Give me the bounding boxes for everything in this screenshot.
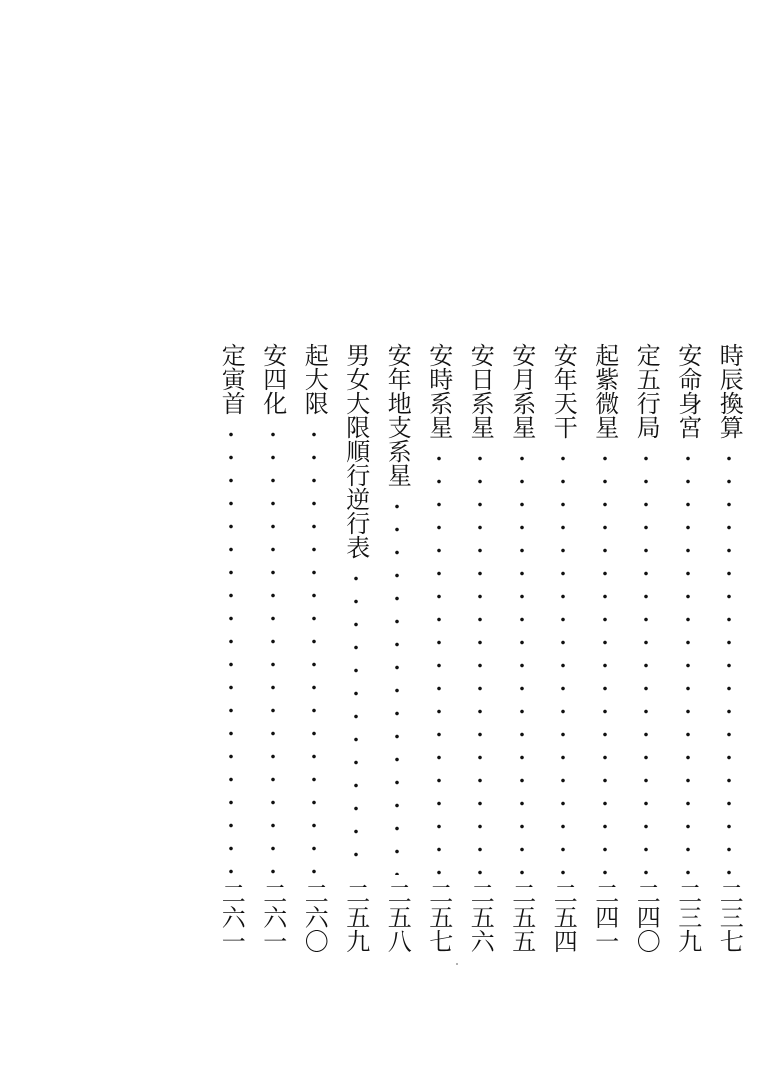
toc-entry-2 bbox=[667, 343, 709, 953]
dot-leader bbox=[228, 423, 234, 875]
toc-entry-8 bbox=[418, 343, 460, 953]
toc-entry-6 bbox=[501, 343, 543, 953]
toc-entry-page: 二三七 bbox=[715, 881, 744, 953]
toc-entry-title: 定五行局 bbox=[632, 343, 661, 439]
toc-entry-title: 起大限 bbox=[300, 343, 329, 415]
toc-entry-page: 二五五 bbox=[507, 881, 536, 953]
toc-entry-3 bbox=[626, 343, 668, 953]
toc-entry-page: 二五九 bbox=[341, 881, 370, 953]
toc-entry-title: 起紫微星 bbox=[590, 343, 619, 439]
scan-speck bbox=[456, 963, 458, 965]
dot-leader bbox=[643, 447, 649, 875]
dot-leader bbox=[477, 447, 483, 875]
dot-leader bbox=[394, 495, 400, 875]
toc-entry-12 bbox=[252, 343, 294, 953]
dot-leader bbox=[436, 447, 442, 875]
dot-leader bbox=[685, 447, 691, 875]
dot-leader bbox=[726, 447, 732, 875]
dot-leader bbox=[519, 447, 525, 875]
toc-entry-page: 二四〇 bbox=[632, 881, 661, 953]
toc-entry-title: 安月系星 bbox=[507, 343, 536, 439]
toc-entry-page: 二三九 bbox=[673, 881, 702, 953]
toc-entry-title: 安年天干 bbox=[549, 343, 578, 439]
toc-entry-page: 二五七 bbox=[424, 881, 453, 953]
dot-leader bbox=[270, 423, 276, 875]
toc-entry-title: 安日系星 bbox=[466, 343, 495, 439]
table-of-contents bbox=[190, 343, 750, 963]
toc-entry-5 bbox=[543, 343, 585, 953]
dot-leader bbox=[560, 447, 566, 875]
toc-entry-title: 男女大限順行逆行表 bbox=[341, 343, 370, 559]
toc-entry-title: 安命身宮 bbox=[673, 343, 702, 439]
toc-entry-11 bbox=[294, 343, 336, 953]
toc-entry-title: 安時系星 bbox=[424, 343, 453, 439]
toc-entry-13 bbox=[211, 343, 253, 953]
toc-entry-1 bbox=[709, 343, 751, 953]
toc-entry-page: 二六一 bbox=[217, 881, 246, 953]
toc-entry-title: 定寅首 bbox=[217, 343, 246, 415]
toc-entry-9 bbox=[377, 343, 419, 953]
toc-entry-page: 二四一 bbox=[590, 881, 619, 953]
toc-entry-4 bbox=[584, 343, 626, 953]
toc-entry-page: 二五六 bbox=[466, 881, 495, 953]
dot-leader bbox=[602, 447, 608, 875]
toc-entry-page: 二五四 bbox=[549, 881, 578, 953]
dot-leader bbox=[353, 567, 359, 875]
toc-entry-page: 二六〇 bbox=[300, 881, 329, 953]
toc-entry-7 bbox=[460, 343, 502, 953]
toc-entry-title: 安四化 bbox=[258, 343, 287, 415]
toc-entry-10 bbox=[335, 343, 377, 953]
toc-entry-page: 二六一 bbox=[258, 881, 287, 953]
toc-entry-page: 二五八 bbox=[383, 881, 412, 953]
dot-leader bbox=[311, 423, 317, 875]
toc-entry-title: 時辰換算 bbox=[715, 343, 744, 439]
toc-entry-title: 安年地支系星 bbox=[383, 343, 412, 487]
